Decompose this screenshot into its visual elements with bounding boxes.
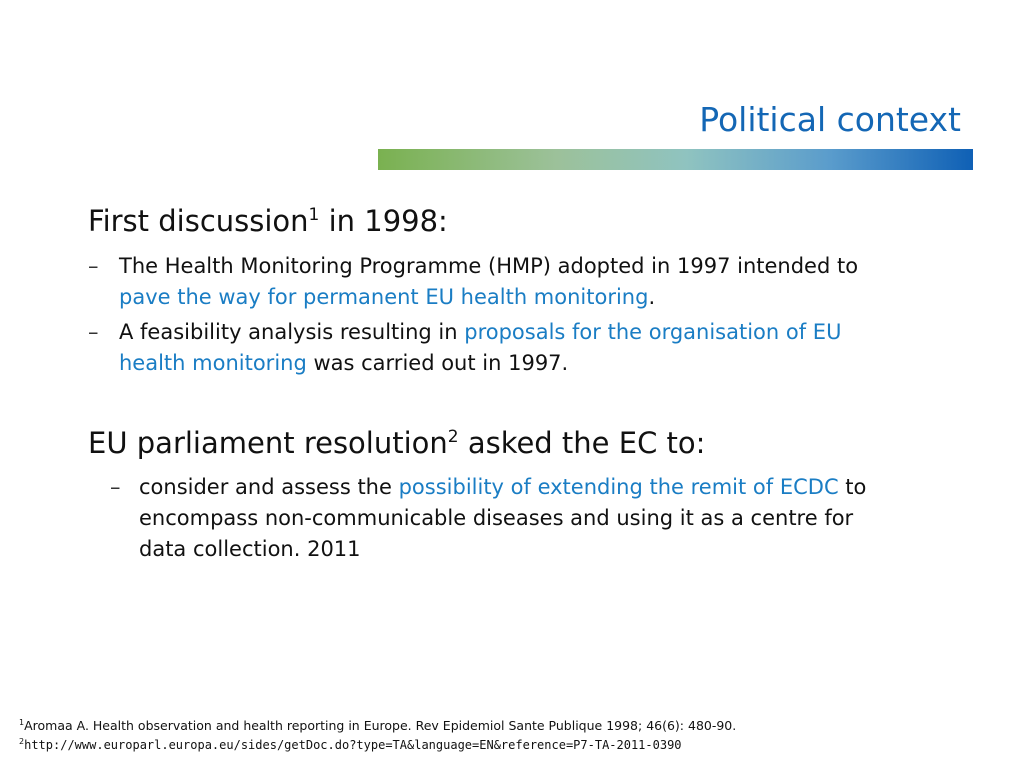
- bullet-text: was carried out in 1997.: [306, 351, 569, 375]
- bullet-text: to: [838, 475, 867, 499]
- bullet-text: .: [648, 285, 656, 309]
- footnote-url-link[interactable]: http://www.europarl.europa.eu/sides/getDoc.do?type=TA&language=EN&reference=P7-TA-2011-0390: [24, 738, 682, 752]
- heading-text: First discussion: [88, 204, 309, 238]
- title-gradient-bar: [378, 149, 973, 170]
- heading-text-tail: in 1998:: [319, 204, 448, 238]
- dash-bullet-icon: –: [88, 320, 99, 344]
- highlighted-text: proposals for the organisation of EU: [464, 320, 842, 344]
- footnote-ref-1: 1: [308, 205, 320, 225]
- footnote-number: 1: [19, 718, 25, 727]
- footnote-1: [19, 716, 736, 735]
- dash-bullet-icon: –: [110, 475, 121, 499]
- heading-text: EU parliament resolution: [88, 426, 448, 460]
- highlighted-text: health monitoring: [119, 351, 307, 375]
- bullet-text: consider and assess the: [139, 475, 399, 499]
- section-heading-first-discussion: [88, 204, 448, 238]
- bullet-line: The Health Monitoring Programme (HMP) adopted in 1997 intended to: [119, 254, 859, 278]
- highlighted-text: pave the way for permanent EU health monitoring: [119, 285, 649, 309]
- heading-text-tail: asked the EC to:: [458, 426, 706, 460]
- bullet-line: encompass non-communicable diseases and using it as a centre for: [139, 506, 854, 530]
- highlighted-text: possibility of extending the remit of ECDC: [398, 475, 839, 499]
- bullet-line: [119, 317, 841, 348]
- section-heading-eu-parliament: [88, 426, 705, 460]
- footnote-number: 2: [19, 737, 25, 746]
- bullet-line: [119, 282, 858, 313]
- bullet-line: [139, 472, 866, 503]
- bullet-line: [119, 348, 841, 379]
- footnote-2: [19, 735, 736, 755]
- bullet-line: data collection. 2011: [139, 537, 361, 561]
- footnotes: [19, 716, 736, 755]
- footnote-ref-2: 2: [447, 427, 459, 447]
- footnote-text: Aromaa A. Health observation and health reporting in Europe. Rev Epidemiol Sante Publique 1998; 46(6): 480-90.: [24, 718, 737, 733]
- bullet-text: A feasibility analysis resulting in: [119, 320, 465, 344]
- slide-title: Political context: [699, 100, 961, 139]
- dash-bullet-icon: –: [88, 254, 99, 278]
